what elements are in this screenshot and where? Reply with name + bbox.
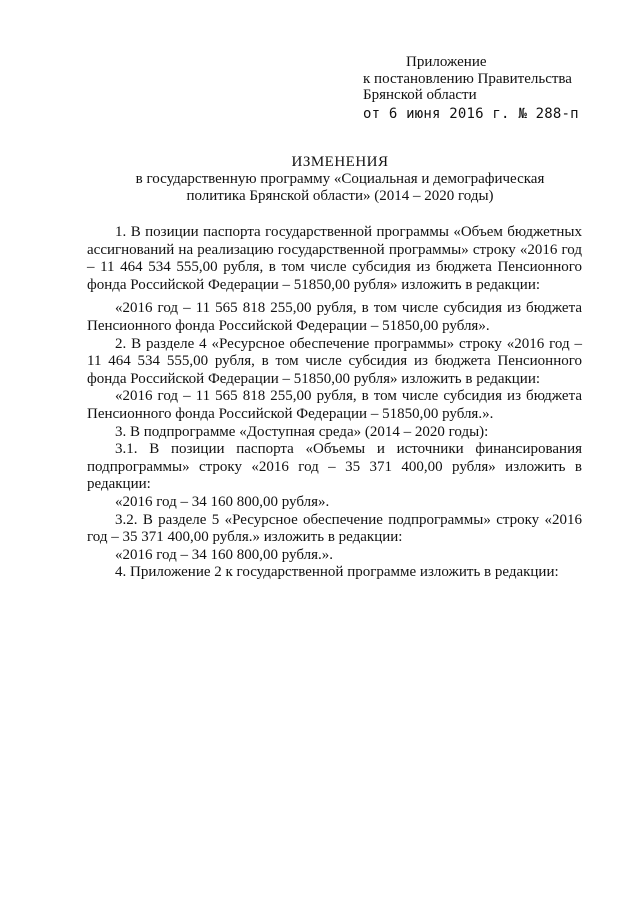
appendix-date-number: от 6 июня 2016 г. № 288-п bbox=[363, 105, 579, 122]
appendix-reference: к постановлению Правительства bbox=[363, 70, 572, 87]
paragraph-1: 1. В позиции паспорта государственной программы «Объем бюджетных ассигнований на реализацию государственной программы» строку «2016 год – 11 464 534 555,00 рубля, в том числе субсидия из бюджета Пенсионного фонда Российской Федерации – 51850,00 рубля» изложить в редакции: bbox=[87, 224, 582, 293]
paragraph-4: 4. Приложение 2 к государственной программе изложить в редакции: bbox=[115, 564, 559, 581]
paragraph-3-1: 3.1. В позиции паспорта «Объемы и источники финансирования подпрограммы» строку «2016 год – 35 371 400,00 рубля» изложить в редакции: bbox=[87, 441, 582, 493]
document-title-block bbox=[90, 154, 590, 205]
appendix-region: Брянской области bbox=[363, 87, 477, 103]
appendix-title: Приложение bbox=[406, 54, 487, 70]
paragraph-3: 3. В подпрограмме «Доступная среда» (2014 – 2020 годы): bbox=[115, 423, 489, 440]
document-body bbox=[87, 224, 582, 582]
document-subtitle-line-2: политика Брянской области» (2014 – 2020 годы) bbox=[186, 188, 494, 204]
paragraph-2: 2. В разделе 4 «Ресурсное обеспечение программы» строку «2016 год – 11 464 534 555,00 рубля, в том числе субсидия из бюджета Пенсионного фонда Российской Федерации – 51850,00 рубля» изложить в редакции: bbox=[87, 335, 582, 387]
paragraph-1-new-wording: «2016 год – 11 565 818 255,00 рубля, в том числе субсидия из бюджета Пенсионного фонда Российской Федерации – 51850,00 рубля». bbox=[87, 300, 582, 334]
paragraph-3-2-new-wording: «2016 год – 34 160 800,00 рубля.». bbox=[115, 546, 333, 563]
paragraph-3-2: 3.2. В разделе 5 «Ресурсное обеспечение подпрограммы» строку «2016 год – 35 371 400,00 рубля.» изложить в редакции: bbox=[87, 511, 582, 546]
document-subtitle-line-1: в государственную программу «Социальная и демографическая bbox=[135, 171, 545, 187]
paragraph-3-1-new-wording: «2016 год – 34 160 800,00 рубля». bbox=[115, 493, 330, 510]
document-title: ИЗМЕНЕНИЯ bbox=[291, 154, 389, 170]
paragraph-2-new-wording: «2016 год – 11 565 818 255,00 рубля, в том числе субсидия из бюджета Пенсионного фонда Российской Федерации – 51850,00 рубля.». bbox=[87, 388, 582, 422]
appendix-header bbox=[363, 54, 613, 122]
